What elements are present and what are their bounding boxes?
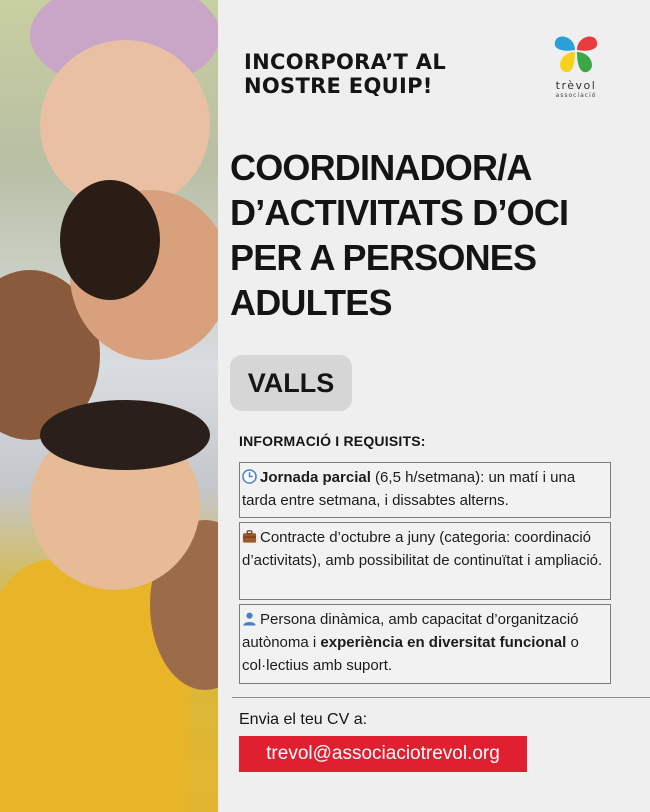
job-title-line: D’ACTIVITATS D’OCI bbox=[230, 192, 569, 233]
hair-shape bbox=[60, 180, 160, 300]
email-link[interactable]: trevol@associaciotrevol.org bbox=[239, 736, 527, 772]
content-panel bbox=[218, 0, 650, 812]
briefcase-icon bbox=[242, 529, 257, 544]
item-text: o col·lectius amb suport. bbox=[242, 634, 579, 674]
hair-shape bbox=[40, 400, 210, 470]
job-title-line: COORDINADOR/A bbox=[230, 147, 532, 188]
item-bold: experiència en diversitat funcional bbox=[320, 634, 567, 651]
requirement-item bbox=[239, 462, 611, 518]
divider bbox=[232, 697, 650, 698]
clover-icon bbox=[551, 28, 601, 76]
job-title bbox=[230, 145, 645, 325]
item-text: Persona dinàmica, amb capacitat d’organització autònoma i bbox=[242, 611, 579, 651]
hiring-heading bbox=[244, 50, 446, 98]
group-photo bbox=[0, 0, 218, 812]
info-heading: INFORMACIÓ I REQUISITS: bbox=[239, 433, 426, 449]
trevol-logo bbox=[548, 28, 604, 99]
logo-subtitle: associació bbox=[555, 92, 597, 99]
item-bold: Jornada parcial bbox=[260, 469, 371, 486]
item-text: (6,5 h/setmana): un matí i una tarda entre setmana, i dissabtes alterns. bbox=[242, 469, 576, 509]
hiring-line: NOSTRE EQUIP! bbox=[244, 74, 433, 98]
location-badge: VALLS bbox=[230, 355, 352, 411]
person-icon bbox=[242, 611, 257, 626]
logo-name: trèvol bbox=[555, 79, 597, 92]
job-title-line: ADULTES bbox=[230, 282, 392, 323]
requirement-item bbox=[239, 522, 611, 600]
requirement-item bbox=[239, 604, 611, 684]
item-text: Contracte d’octubre a juny (categoria: coordinació d’activitats), amb possibilitat de continuïtat i ampliació. bbox=[242, 529, 603, 569]
hiring-line: INCORPORA’T AL bbox=[244, 50, 447, 74]
clock-icon bbox=[242, 469, 257, 484]
cv-label: Envia el teu CV a: bbox=[239, 711, 368, 728]
job-title-line: PER A PERSONES bbox=[230, 237, 537, 278]
